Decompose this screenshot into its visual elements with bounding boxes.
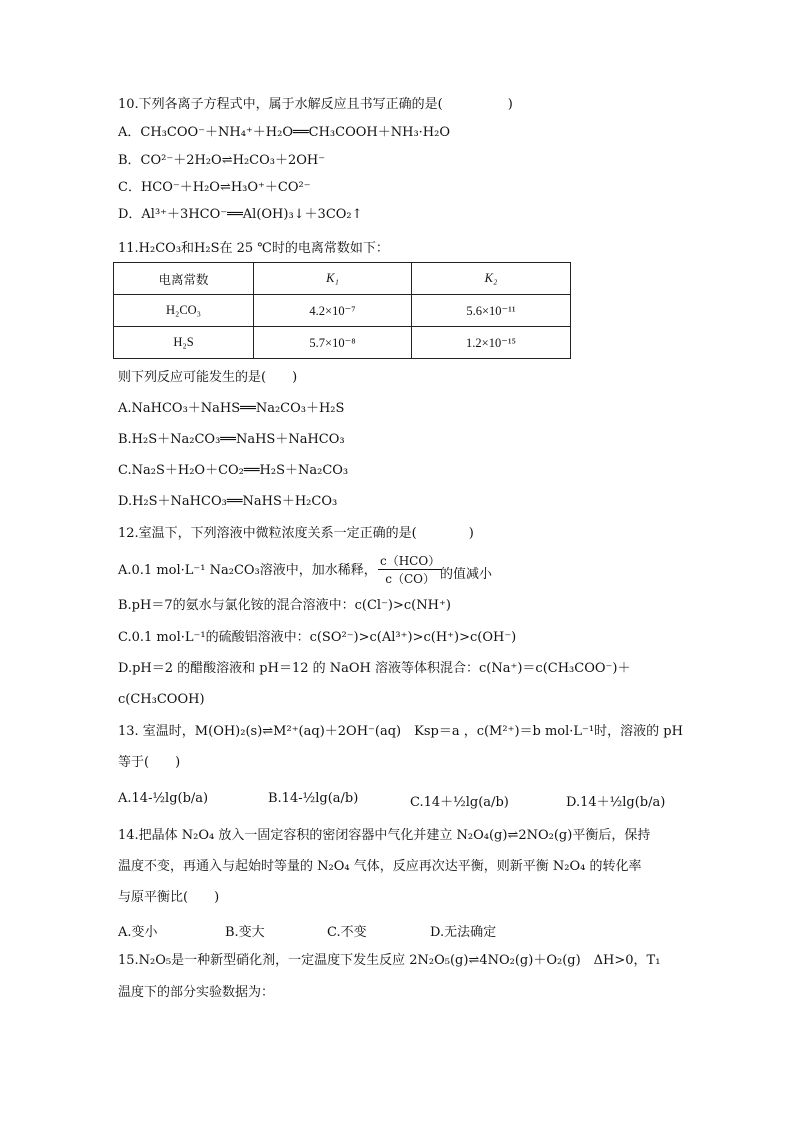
q14-option-a: A.变小: [118, 925, 158, 940]
q12-option-d-line2: c(CH₃COOH): [118, 692, 205, 707]
q12-option-b: B.pH＝7的氨水与氯化铵的混合溶液中：c(Cl⁻)>c(NH⁺): [118, 598, 451, 613]
q14-option-b: B.变大: [225, 925, 265, 940]
q14-line3: 与原平衡比( ): [118, 890, 220, 905]
table-cell: 1.2×10⁻¹⁵: [412, 327, 571, 359]
q10-stem: 10.下列各离子方程式中，属于水解反应且书写正确的是( ): [118, 97, 513, 112]
q15-line1: 15.N₂O₅是一种新型硝化剂，一定温度下发生反应 2N₂O₅(g)⇌4NO₂(g)＋O₂(g) ΔH>0，T₁: [118, 953, 661, 968]
table-cell: H₂S: [114, 327, 254, 359]
q14-option-c: C.不变: [327, 925, 367, 940]
q12-stem: 12.室温下，下列溶液中微粒浓度关系一定正确的是( ): [118, 526, 474, 541]
ionization-constant-table: [113, 262, 571, 359]
table-row: [114, 295, 571, 327]
q10-option-b: B．CO²⁻＋2H₂O⇌H₂CO₃＋2OH⁻: [118, 153, 326, 168]
q10-option-d: D．Al³⁺＋3HCO⁻══Al(OH)₃↓＋3CO₂↑: [118, 207, 363, 222]
table-header-cell: K₁: [254, 263, 412, 295]
q12-option-c: C.0.1 mol·L⁻¹的硫酸铝溶液中：c(SO²⁻)>c(Al³⁺)>c(H⁺)>c(OH⁻): [118, 630, 517, 645]
q11-option-a: A.NaHCO₃＋NaHS══Na₂CO₃＋H₂S: [118, 401, 345, 416]
q12-option-a-prefix: A.0.1 mol·L⁻¹ Na₂CO₃溶液中，加水稀释，: [118, 563, 377, 578]
q13-option-d: D.14＋½lg(b/a): [566, 795, 666, 810]
q12-option-d-line1: D.pH＝2 的醋酸溶液和 pH＝12 的 NaOH 溶液等体积混合：c(Na⁺)＝c(CH₃COO⁻)＋: [118, 661, 631, 676]
fraction-numerator: c（HCO）: [380, 554, 441, 568]
fraction-denominator: c（CO）: [385, 572, 435, 586]
table-row: [114, 327, 571, 359]
table-cell: 5.6×10⁻¹¹: [412, 295, 571, 327]
table-header-row: [114, 263, 571, 295]
table-cell: 5.7×10⁻⁸: [254, 327, 412, 359]
q11-option-b: B.H₂S＋Na₂CO₃══NaHS＋NaHCO₃: [118, 432, 345, 447]
q11-option-d: D.H₂S＋NaHCO₃══NaHS＋H₂CO₃: [118, 494, 338, 509]
q14-line2: 温度不变，再通入与起始时等量的 N₂O₄ 气体，反应再次达平衡，则新平衡 N₂O₄ 的转化率: [118, 859, 642, 874]
q13-option-b: B.14-½lg(a/b): [268, 791, 359, 806]
q11-option-c: C.Na₂S＋H₂O＋CO₂══H₂S＋Na₂CO₃: [118, 463, 349, 478]
q12-option-a-fraction: [378, 552, 442, 587]
table-header-cell: K₂: [412, 263, 571, 295]
table-header-cell: 电离常数: [114, 263, 254, 295]
q13-stem-line1: 13. 室温时，M(OH)₂(s)⇌M²⁺(aq)＋2OH⁻(aq) Ksp＝a ，c(M²⁺)＝b mol·L⁻¹时，溶液的 pH: [118, 724, 683, 739]
table-cell: H₂CO₃: [114, 295, 254, 327]
q13-option-a: A.14-½lg(b/a): [118, 791, 209, 806]
q10-option-a: A．CH₃COO⁻＋NH₄⁺＋H₂O══CH₃COOH＋NH₃·H₂O: [118, 125, 451, 140]
q12-option-a-suffix: 的值减小: [440, 567, 493, 582]
q13-stem-line2: 等于( ): [118, 755, 181, 770]
q14-line1: 14.把晶体 N₂O₄ 放入一固定容积的密闭容器中气化并建立 N₂O₄(g)⇌2NO₂(g)平衡后，保持: [118, 828, 651, 843]
q15-line2: 温度下的部分实验数据为：: [118, 985, 275, 1000]
q13-option-c: C.14＋½lg(a/b): [410, 795, 509, 810]
q10-option-c: C．HCO⁻＋H₂O⇌H₃O⁺＋CO²⁻: [118, 180, 311, 195]
q11-prompt: 则下列反应可能发生的是( ): [118, 370, 298, 385]
q14-option-d: D.无法确定: [430, 925, 497, 940]
table-cell: 4.2×10⁻⁷: [254, 295, 412, 327]
q11-stem: 11.H₂CO₃和H₂S在 25 ℃时的电离常数如下：: [118, 241, 389, 256]
